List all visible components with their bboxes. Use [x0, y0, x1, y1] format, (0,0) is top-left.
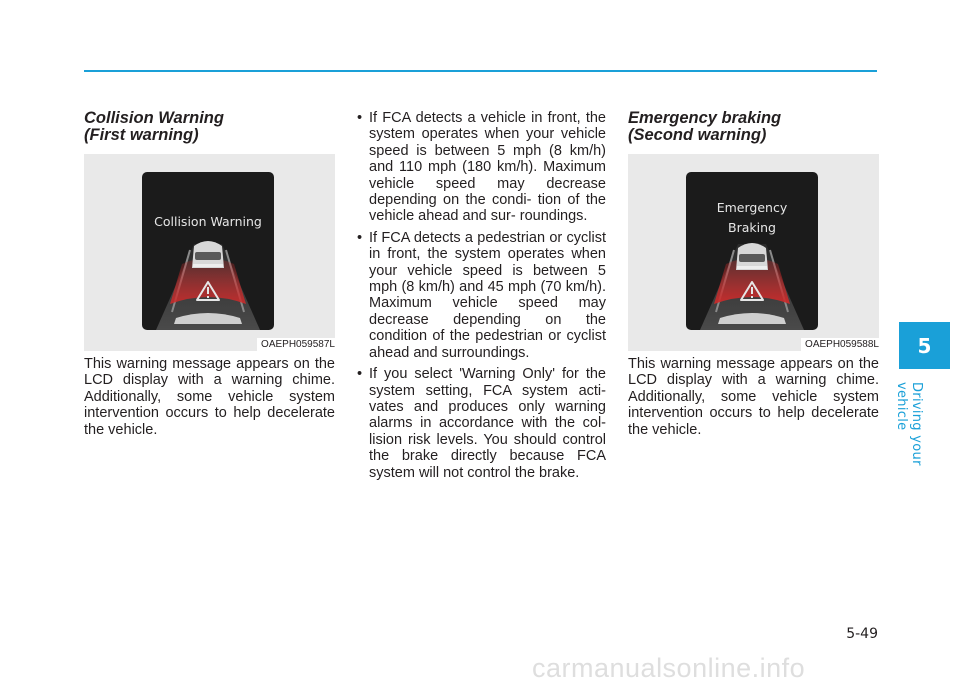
column-collision-warning	[84, 110, 335, 453]
watermark: carmanualsonline.info	[532, 653, 806, 683]
bullet-text: If FCA detects a vehicle in front, the system operates when your vehicle speed is between 5 mph (8 km/h) and 110 mph (180 km/h). Maximum vehicle speed may decrease depending on the condi- tion of the vehicle ahead and sur- roundings.	[369, 110, 606, 225]
list-item	[355, 230, 606, 361]
bullet-list	[355, 110, 606, 481]
chapter-number-tab: 5	[899, 322, 950, 369]
figure-code: OAEPH059587L	[257, 338, 335, 351]
car-icon	[192, 241, 224, 268]
heading-line-1: Collision Warning	[84, 109, 224, 127]
page-number: 5-49	[846, 626, 878, 642]
road-graphic	[142, 172, 274, 330]
list-item	[355, 110, 606, 225]
section-heading	[84, 110, 335, 144]
cluster-display	[686, 172, 818, 330]
column-emergency-braking	[628, 110, 879, 453]
bullet-text: If FCA detects a pedestrian or cyclist in front, the system operates when your vehicle speed is between 5 mph (8 km/h) and 45 mph (70 km/h). Maximum vehicle speed may decrease depending on the condition of the pedestrian or cyclist ahead and surroundings.	[369, 229, 606, 361]
heading-line-1: Emergency braking	[628, 109, 782, 127]
display-title-line-1: Emergency	[716, 200, 788, 215]
bullet-dot: •	[357, 229, 363, 246]
list-item	[355, 366, 606, 481]
top-rule	[84, 70, 877, 72]
section-heading	[628, 110, 879, 144]
emergency-braking-figure	[628, 154, 879, 351]
bullet-text: If you select 'Warning Only' for the system setting, FCA system acti- vates and produces only warning alarms in accordance with the col- lision risk levels. You should control the brake directly because FCA system will not control the brake.	[369, 366, 606, 481]
heading-line-2: (Second warning)	[628, 126, 767, 144]
chapter-title: Driving your vehicle	[894, 382, 924, 466]
collision-warning-figure	[84, 154, 335, 351]
bullet-dot: •	[357, 110, 363, 126]
paragraph: This warning message appears on the LCD display with a warning chime. Additionally, some vehicle system intervention occurs to help decelerate the vehicle.	[84, 356, 335, 438]
heading-line-2: (First warning)	[84, 126, 199, 144]
display-title: Collision Warning	[154, 214, 262, 229]
figure-code: OAEPH059588L	[801, 338, 879, 351]
display-title-line-2: Braking	[728, 220, 776, 235]
car-icon	[736, 243, 768, 270]
column-fca-conditions	[355, 110, 606, 486]
paragraph: This warning message appears on the LCD display with a warning chime. Additionally, some vehicle system intervention occurs to help decelerate the vehicle.	[628, 356, 879, 438]
cluster-display	[142, 172, 274, 330]
road-graphic	[686, 172, 818, 330]
bullet-dot: •	[357, 366, 363, 383]
